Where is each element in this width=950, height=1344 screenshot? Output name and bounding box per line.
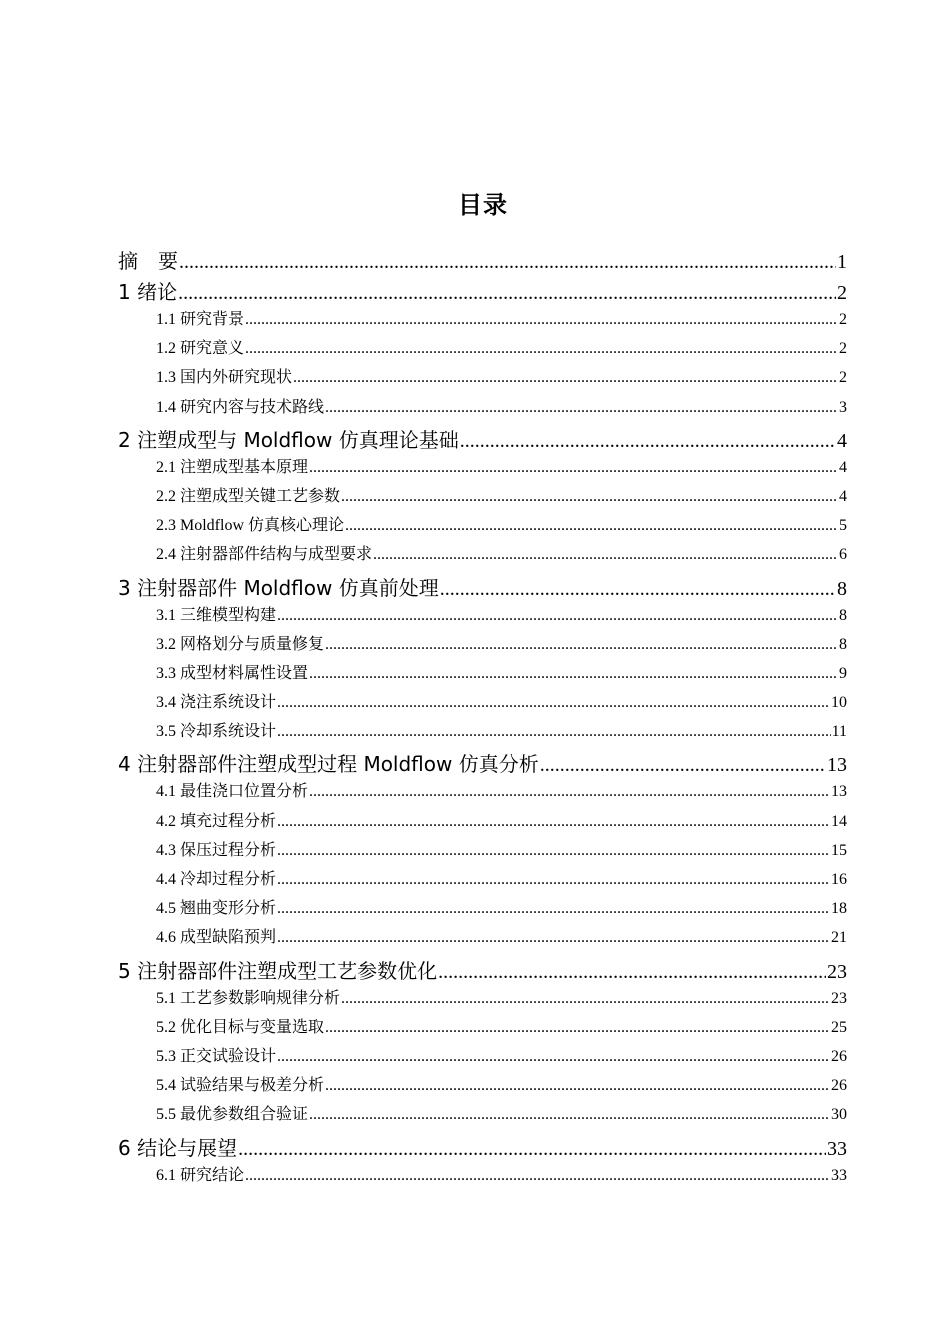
toc-entry-label: 5.2 优化目标与变量选取 (156, 1018, 325, 1036)
toc-entry-label: 3.5 冷却系统设计 (156, 723, 277, 741)
toc-entry-label: 5.1 工艺参数影响规律分析 (156, 989, 341, 1007)
toc-subentry[interactable] (118, 866, 847, 895)
toc-entry-label: 4.3 保压过程分析 (156, 841, 277, 859)
toc-entry-page: 6 (839, 546, 847, 564)
toc-subentry[interactable] (118, 689, 847, 718)
toc-entry-label: 2.4 注射器部件结构与成型要求 (156, 546, 373, 564)
dot-leader (309, 665, 838, 683)
dot-leader (277, 929, 830, 947)
toc-entry-label: 3.2 网格划分与质量修复 (156, 635, 325, 653)
toc-entry-page: 23 (827, 960, 847, 983)
toc-entry-page: 18 (831, 900, 847, 918)
toc-subentry[interactable] (118, 631, 847, 660)
toc-entry-page: 2 (839, 340, 847, 358)
toc-entry-page: 1 (837, 251, 847, 273)
dot-leader (309, 1106, 830, 1124)
toc-entry-page: 8 (839, 606, 847, 624)
dot-leader (540, 754, 826, 777)
toc-subentry[interactable] (118, 778, 847, 807)
toc-entry-label: 摘 要 (118, 249, 178, 273)
toc-subentry[interactable] (118, 454, 847, 483)
toc-entry-page: 13 (827, 754, 847, 777)
toc-subentry[interactable] (118, 602, 847, 631)
toc-subentry[interactable] (118, 837, 847, 866)
dot-leader (309, 459, 838, 477)
toc-entry-label: 1.4 研究内容与技术路线 (156, 398, 325, 416)
dot-leader (345, 517, 838, 535)
toc-entry-page: 2 (839, 311, 847, 328)
dot-leader (460, 430, 836, 453)
toc-entry-page: 33 (831, 1166, 847, 1184)
dot-leader (277, 1048, 830, 1066)
dot-leader (341, 990, 830, 1008)
dot-leader (293, 369, 838, 387)
toc-entry-page: 33 (827, 1137, 847, 1160)
toc-entry-page: 11 (831, 723, 847, 741)
toc-entry-page: 4 (837, 429, 847, 452)
toc-subentry[interactable] (118, 1162, 847, 1191)
toc-entry-page: 14 (831, 812, 847, 830)
dot-leader (178, 282, 836, 305)
toc-title: 目录 (458, 191, 508, 219)
toc-entry-label: 3.4 浇注系统设计 (156, 694, 277, 712)
dot-leader (373, 546, 838, 564)
toc-entry-label: 4.5 翘曲变形分析 (156, 900, 277, 918)
toc-entry-page: 3 (839, 398, 847, 416)
toc-entry-label: 2 注塑成型与 Moldflow 仿真理论基础 (118, 427, 459, 452)
toc-entry-page: 26 (831, 1077, 847, 1095)
dot-leader (179, 251, 836, 274)
toc-subentry[interactable] (118, 895, 847, 924)
toc-entry-page: 8 (839, 635, 847, 653)
toc-subentry[interactable] (118, 335, 847, 364)
toc-entry-label: 2.1 注塑成型基本原理 (156, 458, 309, 476)
dot-leader (277, 842, 830, 860)
toc-entry[interactable] (118, 275, 847, 306)
toc-entry-page: 2 (839, 369, 847, 387)
dot-leader (309, 783, 830, 801)
dot-leader (325, 399, 838, 417)
dot-leader (245, 340, 838, 358)
toc-subentry[interactable] (118, 660, 847, 689)
toc-entry[interactable] (118, 571, 847, 602)
toc-entry-page: 26 (831, 1047, 847, 1065)
toc-entry-page: 4 (839, 487, 847, 505)
toc-entry-label: 2.2 注塑成型关键工艺参数 (156, 487, 341, 505)
dot-leader (238, 1138, 826, 1161)
toc-entry-page: 9 (839, 664, 847, 682)
toc-subentry[interactable] (118, 808, 847, 837)
toc-entry-label: 4 注射器部件注塑成型过程 Moldflow 仿真分析 (118, 752, 539, 777)
toc-entry-label: 2.3 Moldflow 仿真核心理论 (156, 517, 345, 535)
toc-entry-label: 3.3 成型材料属性设置 (156, 664, 309, 682)
dot-leader (325, 1077, 830, 1095)
dot-leader (277, 900, 830, 918)
toc-entry-label: 3 注射器部件 Moldflow 仿真前处理 (118, 575, 439, 600)
toc-entry-label: 5 注射器部件注塑成型工艺参数优化 (118, 958, 438, 983)
table-of-contents (118, 244, 847, 1191)
toc-entry[interactable] (118, 244, 847, 275)
toc-entry-page: 8 (837, 577, 847, 600)
toc-entry-label: 4.1 最佳浇口位置分析 (156, 783, 309, 801)
dot-leader (277, 813, 830, 831)
toc-subentry[interactable] (118, 1072, 847, 1101)
toc-subentry[interactable] (118, 1101, 847, 1130)
toc-subentry[interactable] (118, 985, 847, 1014)
toc-entry-label: 1.1 研究背景 (156, 311, 245, 328)
toc-entry[interactable] (118, 423, 847, 454)
toc-entry-label: 4.2 填充过程分析 (156, 812, 277, 830)
toc-subentry[interactable] (118, 718, 847, 747)
toc-entry-page: 16 (831, 871, 847, 888)
toc-entry-page: 25 (831, 1018, 847, 1036)
dot-leader (325, 1019, 830, 1037)
toc-entry[interactable] (118, 1131, 847, 1162)
toc-entry-page: 30 (831, 1106, 847, 1124)
toc-entry-label: 1 绪论 (118, 280, 178, 304)
toc-entry-label: 4.4 冷却过程分析 (156, 871, 277, 888)
toc-subentry[interactable] (118, 1043, 847, 1072)
toc-entry-page: 13 (831, 783, 847, 801)
toc-entry-page: 23 (831, 989, 847, 1007)
toc-subentry[interactable] (118, 394, 847, 423)
dot-leader (277, 694, 830, 712)
toc-entry-label: 5.5 最优参数组合验证 (156, 1106, 309, 1124)
toc-entry-page: 4 (839, 458, 847, 476)
dot-leader (325, 636, 838, 654)
toc-subentry[interactable] (118, 1014, 847, 1043)
dot-leader (245, 1167, 830, 1185)
toc-entry[interactable] (118, 954, 847, 985)
toc-subentry[interactable] (118, 541, 847, 570)
dot-leader (277, 723, 831, 741)
toc-entry-page: 2 (837, 282, 847, 304)
toc-entry[interactable] (118, 747, 847, 778)
toc-entry-label: 3.1 三维模型构建 (156, 606, 277, 624)
toc-entry-page: 21 (831, 929, 847, 947)
toc-entry-label: 4.6 成型缺陷预判 (156, 929, 277, 947)
dot-leader (438, 961, 826, 984)
toc-subentry[interactable] (118, 924, 847, 953)
toc-subentry[interactable] (118, 364, 847, 393)
toc-subentry[interactable] (118, 483, 847, 512)
dot-leader (245, 311, 838, 329)
toc-entry-label: 5.4 试验结果与极差分析 (156, 1077, 325, 1095)
dot-leader (341, 488, 838, 506)
toc-entry-label: 6.1 研究结论 (156, 1166, 245, 1184)
toc-subentry[interactable] (118, 306, 847, 335)
dot-leader (440, 578, 836, 601)
toc-entry-label: 1.2 研究意义 (156, 340, 245, 358)
toc-subentry[interactable] (118, 512, 847, 541)
toc-entry-page: 15 (831, 841, 847, 859)
toc-entry-page: 5 (839, 517, 847, 535)
toc-entry-label: 6 结论与展望 (118, 1135, 238, 1160)
toc-entry-label: 5.3 正交试验设计 (156, 1047, 277, 1065)
dot-leader (277, 607, 838, 625)
dot-leader (277, 871, 830, 889)
toc-entry-label: 1.3 国内外研究现状 (156, 369, 293, 387)
toc-entry-page: 10 (831, 694, 847, 712)
